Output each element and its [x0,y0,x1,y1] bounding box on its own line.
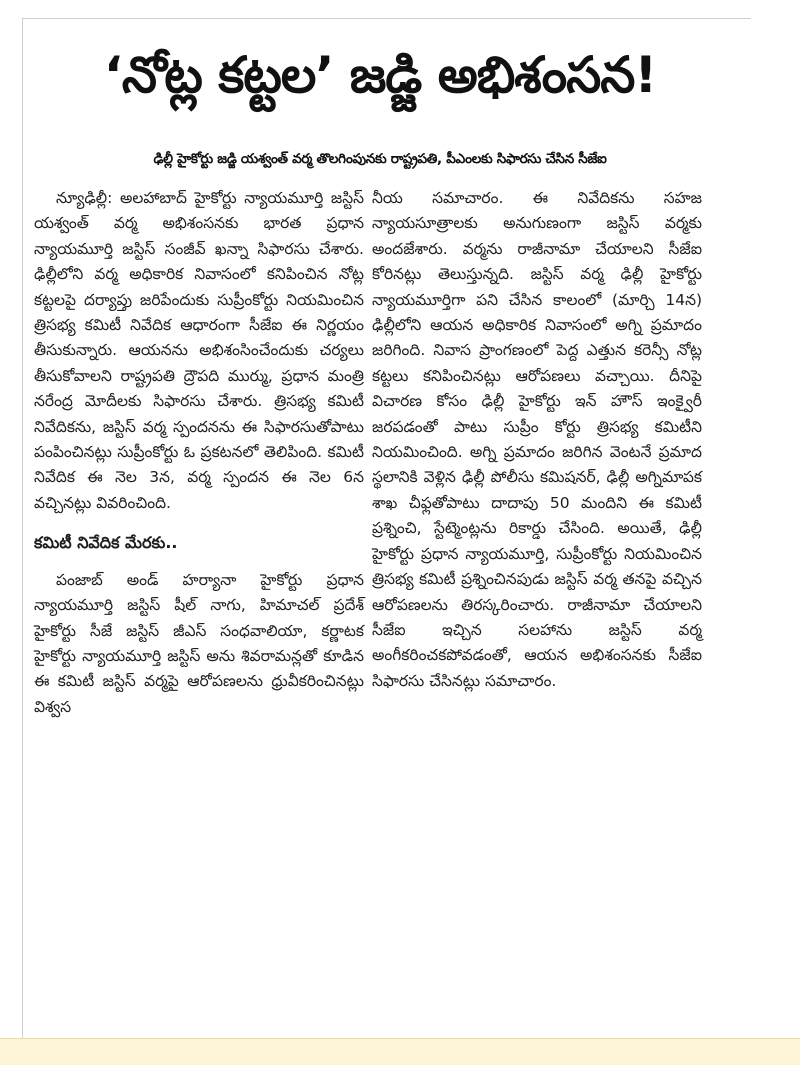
left-paragraph-1: న్యూఢిల్లీ: అలహాబాద్ హైకోర్టు న్యాయమూర్తి జస్టిస్ యశ్వంత్ వర్మ అభిశంసనకు భారత ప్రధాన న్యాయమూర్తి జస్టిస్ సంజీవ్ ఖన్నా సిఫారసు చేశారు. ఢిల్లీలోని వర్మ అధికారిక నివాసంలో కనిపించిన నోట్ల కట్టలపై దర్యాప్తు జరిపేందుకు సుప్రీంకోర్టు నియమించిన త్రిసభ్య కమిటీ నివేదిక ఆధారంగా సీజేఐ ఈ నిర్ణయం తీసుకున్నారు. ఆయనను అభిశంసించేందుకు చర్యలు తీసుకోవాలని రాష్ట్రపతి ద్రౌపది ముర్ము, ప్రధాన మంత్రి నరేంద్ర మోదీలకు సిఫారసు చేశారు. త్రిసభ్య కమిటీ నివేదికను, జస్టిస్ వర్మ స్పందనను ఈ సిఫారసుతోపాటు పంపించినట్లు సుప్రీంకోర్టు ఓ ప్రకటనలో తెలిపింది. కమిటీ నివేదిక ఈ నెల 3న, వర్మ స్పందన ఈ నెల 6న వచ్చినట్లు వివరించింది. [34,189,364,512]
next-article-strip [0,1038,800,1065]
section-subheading: కమిటీ నివేదిక మేరకు.. [34,533,178,553]
left-paragraph-2: పంజాబ్ అండ్ హర్యానా హైకోర్టు ప్రధాన న్యాయమూర్తి జస్టిస్ షీల్ నాగు, హిమాచల్ ప్రదేశ్ హైకోర్టు సీజే జస్టిస్ జీఎస్ సంధవాలియా, కర్ణాటక హైకోర్టు న్యాయమూర్తి జస్టిస్ అను శివరామన్లతో కూడిన ఈ కమిటీ జస్టిస్ వర్మపై ఆరోపణలను ధ్రువీకరించినట్లు విశ్వస [34,570,364,716]
headline: ‘నోట్ల కట్టల’ జడ్జి అభిశంసన! [103,46,657,104]
left-column [34,186,364,720]
right-paragraph-1: నీయ సమాచారం. ఈ నివేదికను సహజ న్యాయసూత్రాలకు అనుగుణంగా జస్టిస్ వర్మకు అందజేశారు. వర్మను రాజీనామా చేయాలని సీజేఐ కోరినట్లు తెలుస్తున్నది. జస్టిస్ వర్మ ఢిల్లీ హైకోర్టు న్యాయమూర్తిగా పని చేసిన కాలంలో (మార్చి 14న) ఢిల్లీలోని ఆయన అధికారిక నివాసంలో అగ్ని ప్రమాదం జరిగింది. నివాస ప్రాంగణంలో పెద్ద ఎత్తున కరెన్సీ నోట్ల కట్టలు కనిపించినట్లు ఆరోపణలు వచ్చాయి. దీనిపై విచారణ కోసం ఢిల్లీ హైకోర్టు ఇన్ హౌస్ ఇంక్వైరీ జరపడంతో పాటు సుప్రీం కోర్టు త్రిసభ్య కమిటీని నియమించింది. అగ్ని ప్రమాదం జరిగిన వెంటనే ప్రమాద స్థలానికి వెళ్లిన ఢిల్లీ పోలీసు కమిషనర్, ఢిల్లీ అగ్నిమాపక శాఖ చీఫ్లతోపాటు దాదాపు 50 మందిని ఈ కమిటీ ప్రశ్నించి, స్టేట్మెంట్లను రికార్డు చేసింది. అయితే, ఢిల్లీ హైకోర్టు ప్రధాన న్యాయమూర్తి, సుప్రీంకోర్టు నియమించిన త్రిసభ్య కమిటీ ప్రశ్నించినపుడు జస్టిస్ వర్మ తనపై వచ్చిన ఆరోపణలను తిరస్కరించారు. రాజీనామా చేయాలని సీజేఐ ఇచ్చిన సలహాను జస్టిస్ వర్మ అంగీకరించకపోవడంతో, ఆయన అభిశంసనకు సీజేఐ సిఫారసు చేసినట్లు సమాచారం. [372,189,702,690]
right-column [372,186,702,694]
subheadline: ఢిల్లీ హైకోర్టు జడ్జి యశ్వంత్ వర్మ తొలగింపునకు రాష్ట్రపతి, పీఎంలకు సిఫారసు చేసిన సీజేఐ [153,151,607,167]
